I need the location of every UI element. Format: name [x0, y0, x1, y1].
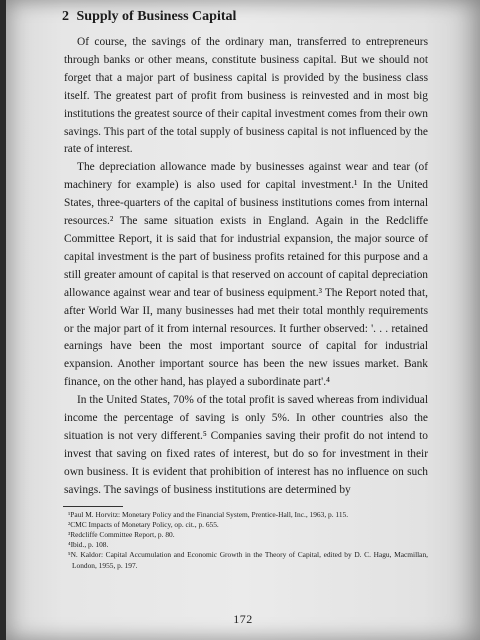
book-page: [6, 0, 480, 640]
footnote-5: ⁵N. Kaldor: Capital Accumulation and Economic Growth in the Theory of Capital, edited by D. C. Hagu, Macmillan, London, 1955, p. 197.: [68, 550, 428, 570]
footnote-1: ¹Paul M. Horvitz: Monetary Policy and the Financial System, Prentice-Hall, Inc., 1963, p. 115.: [68, 509, 349, 519]
section-heading: [62, 8, 428, 26]
footnote-4: ⁴Ibid., p. 108.: [68, 540, 109, 550]
footnote-3: ³Redcliffe Committee Report, p. 80.: [68, 529, 175, 539]
footnotes: [64, 510, 428, 571]
paragraph-3: In the United States, 70% of the total profit is saved whereas from individual income the percentage of saving is only 5%. In other countries also the situation is not very different.⁵ Companies saving their profit do not intend to invest that saving on fixed rates of interest, but do so for investment in their own business. It is evident that prohibition of interest has no influence on such savings. The savings of business institutions are determined by: [64, 394, 428, 496]
section-number: 2: [62, 9, 69, 24]
section-title: Supply of Business Capital: [76, 9, 237, 24]
page-content: [64, 4, 428, 571]
page-number: 172: [233, 612, 253, 626]
footnote-2: ²CMC Impacts of Monetary Policy, op. cit., p. 655.: [68, 519, 219, 529]
footnote-rule: [63, 506, 123, 507]
paragraph-2: The depreciation allowance made by businesses against wear and tear (of machinery for example) is also used for capital investment.¹ In the United States, three-quarters of the capital of business institutions comes from internal resources.² The same situation exists in England. Again in the Redcliffe Committee Report, it is said that for industrial expansion, the major source of capital investment is the part of business profits retained for this purpose and a still greater amount of capital is that reserved on account of capital depreciation allowance against wear and tear of business equipment.³ The Report noted that, after World War II, many businesses had met their total monthly requirements or the major part of it from internal resources. It further observed: '. . . retained earnings have been the most important source of capital for industrial expansion. Another important source has been the new issues market. Bank finance, on the other hand, has played a subordinate part'.⁴: [64, 161, 428, 389]
paragraph-1: Of course, the savings of the ordinary man, transferred to entrepreneurs through banks or other means, constitute business capital. But we should not forget that a major part of business capital is provided by the business class itself. The greatest part of profit from business is reinvested and in most big institutions the greatest source of their capital investment comes from their own savings. This part of the total supply of business capital is not influenced by the rate of interest.: [64, 36, 428, 156]
